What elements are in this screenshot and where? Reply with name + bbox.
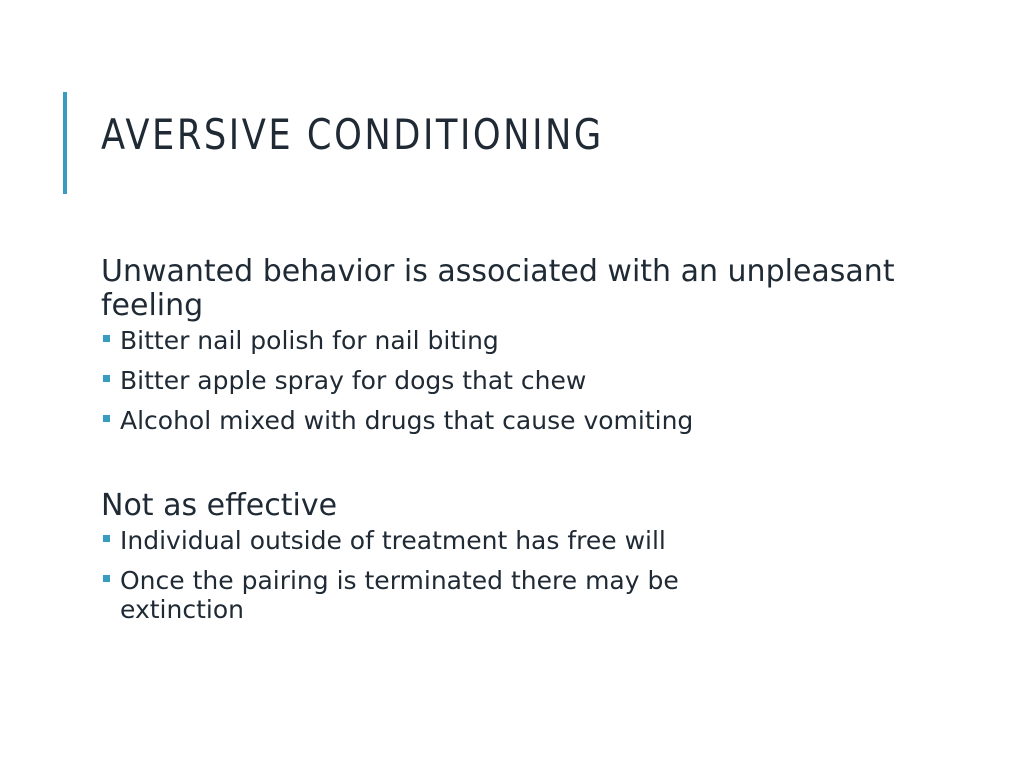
square-bullet-icon — [103, 535, 110, 542]
bullet-item — [101, 406, 901, 435]
section-heading: Unwanted behavior is associated with an unpleasant feeling — [101, 254, 895, 323]
section-unwanted-behavior — [101, 255, 901, 435]
bullet-item — [101, 326, 901, 355]
bullet-list — [101, 526, 901, 624]
square-bullet-icon — [103, 335, 110, 342]
bullet-item — [101, 526, 901, 555]
bullet-text: Bitter nail polish for nail biting — [120, 326, 499, 355]
square-bullet-icon — [103, 415, 110, 422]
slide-title: AVERSIVE CONDITIONING — [101, 110, 604, 159]
bullet-text: Bitter apple spray for dogs that chew — [120, 366, 587, 395]
bullet-text: Individual outside of treatment has free will — [120, 526, 666, 555]
section-not-as-effective — [101, 489, 901, 624]
section-heading: Not as effective — [101, 488, 338, 523]
square-bullet-icon — [103, 575, 110, 582]
bullet-list — [101, 326, 901, 435]
slide-content — [101, 255, 901, 635]
bullet-item — [101, 366, 901, 395]
bullet-text: Alcohol mixed with drugs that cause vomiting — [120, 406, 694, 435]
bullet-text: Once the pairing is terminated there may be extinction — [120, 566, 679, 624]
bullet-item — [101, 566, 901, 624]
square-bullet-icon — [103, 375, 110, 382]
title-accent-bar — [63, 92, 67, 194]
